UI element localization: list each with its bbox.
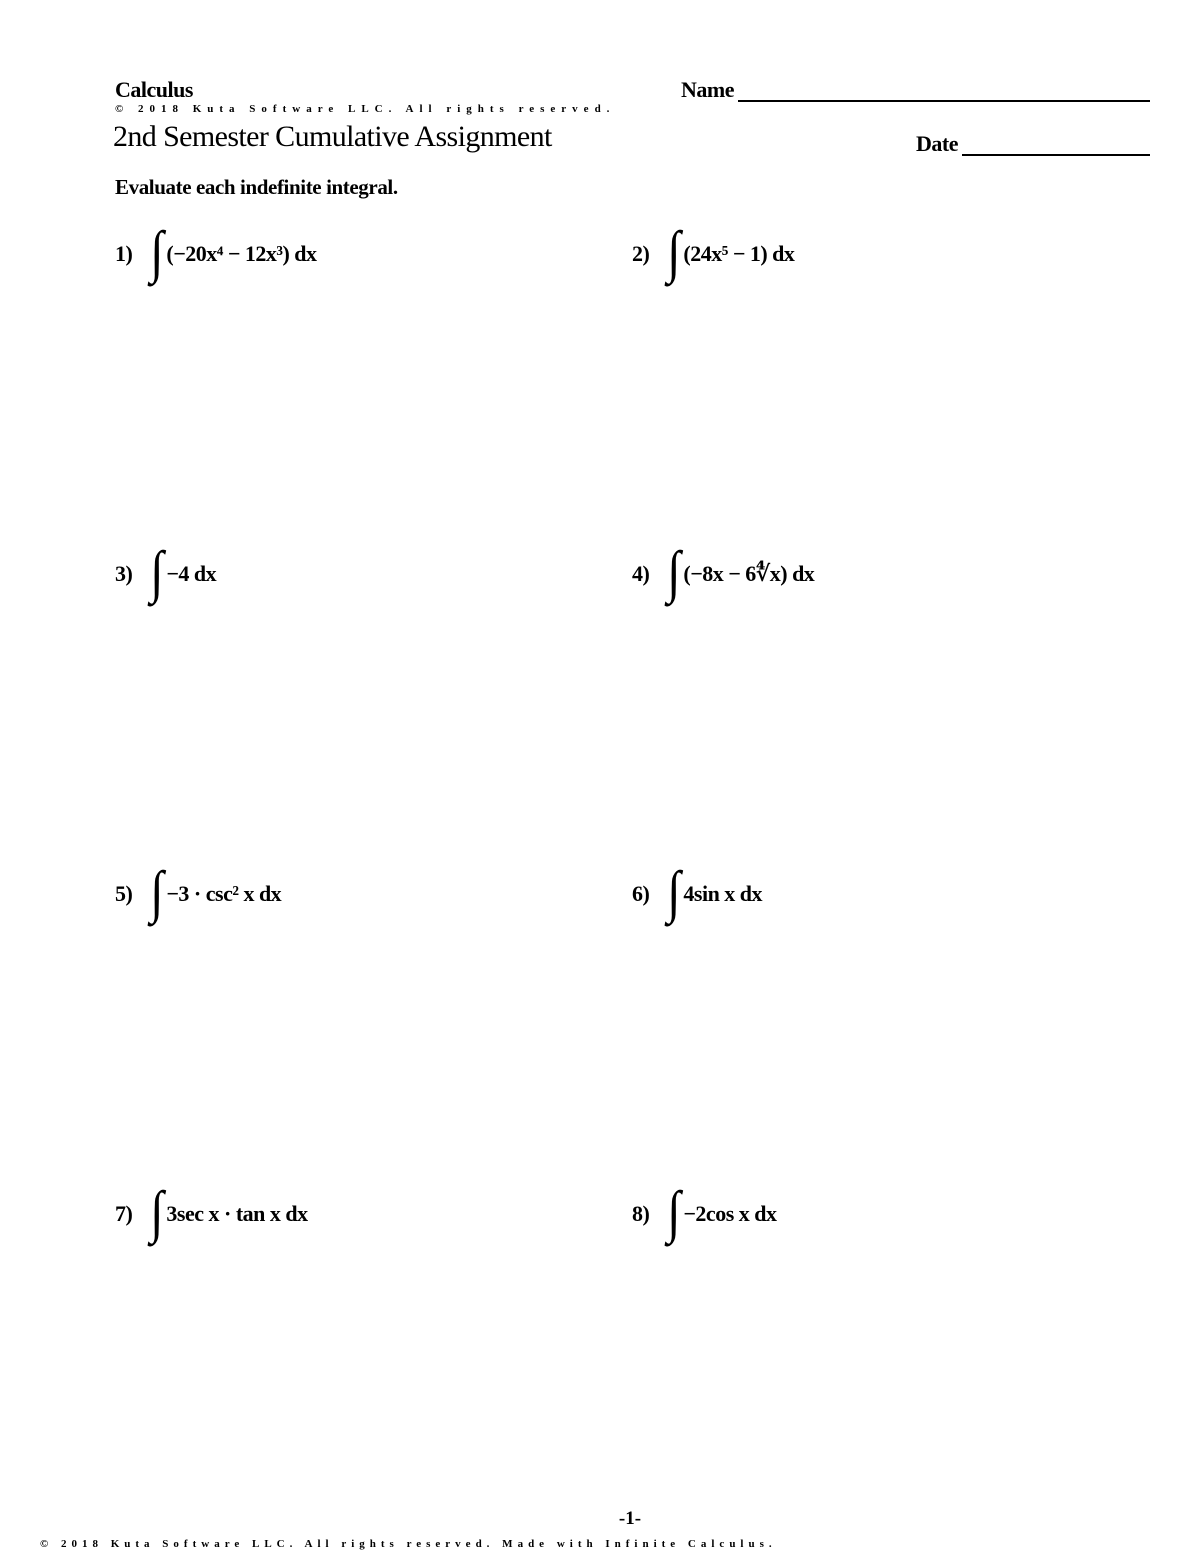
integral-icon: ∫ [667, 219, 681, 284]
page-title: 2nd Semester Cumulative Assignment [113, 120, 552, 153]
name-label: Name [681, 77, 734, 102]
integral-icon: ∫ [150, 539, 164, 604]
integral-icon: ∫ [150, 1179, 164, 1244]
problem-expression: (−20x⁴ − 12x³) dx [166, 241, 317, 266]
problem-expression: 3sec x · tan x dx [166, 1201, 308, 1226]
problem-number: 1) [115, 241, 133, 266]
problem-number: 4) [632, 561, 650, 586]
copyright-notice-top: © 2018 Kuta Software LLC. All rights reserved. [115, 103, 616, 115]
page-number: -1- [618, 1508, 642, 1529]
problem-7 [115, 1179, 308, 1244]
problem-6 [632, 859, 763, 924]
copyright-notice-bottom: © 2018 Kuta Software LLC. All rights reserved. Made with Infinite Calculus. [40, 1538, 777, 1550]
problem-expression: (−8x − 6∜x) dx [683, 561, 815, 586]
name-field-line [738, 100, 1150, 102]
integral-icon: ∫ [150, 859, 164, 924]
problem-8 [632, 1179, 777, 1244]
problem-number: 5) [115, 881, 133, 906]
integral-icon: ∫ [150, 219, 164, 284]
instructions: Evaluate each indefinite integral. [115, 175, 398, 199]
problem-expression: −2cos x dx [683, 1201, 777, 1226]
problem-expression: −3 · csc² x dx [166, 881, 282, 906]
problem-expression: (24x⁵ − 1) dx [683, 241, 795, 266]
problem-number: 3) [115, 561, 133, 586]
problem-number: 8) [632, 1201, 650, 1226]
problem-expression: −4 dx [166, 561, 217, 586]
date-field-line [962, 154, 1150, 156]
course-label: Calculus [115, 77, 193, 102]
problem-expression: 4sin x dx [683, 881, 763, 906]
problem-number: 6) [632, 881, 650, 906]
integral-icon: ∫ [667, 539, 681, 604]
problem-1 [115, 219, 317, 284]
problem-3 [115, 539, 217, 604]
integral-icon: ∫ [667, 859, 681, 924]
integral-icon: ∫ [667, 1179, 681, 1244]
problem-number: 7) [115, 1201, 133, 1226]
date-label: Date [916, 131, 958, 156]
problem-2 [632, 219, 795, 284]
problem-5 [115, 859, 282, 924]
problem-4 [632, 539, 815, 604]
problem-number: 2) [632, 241, 650, 266]
